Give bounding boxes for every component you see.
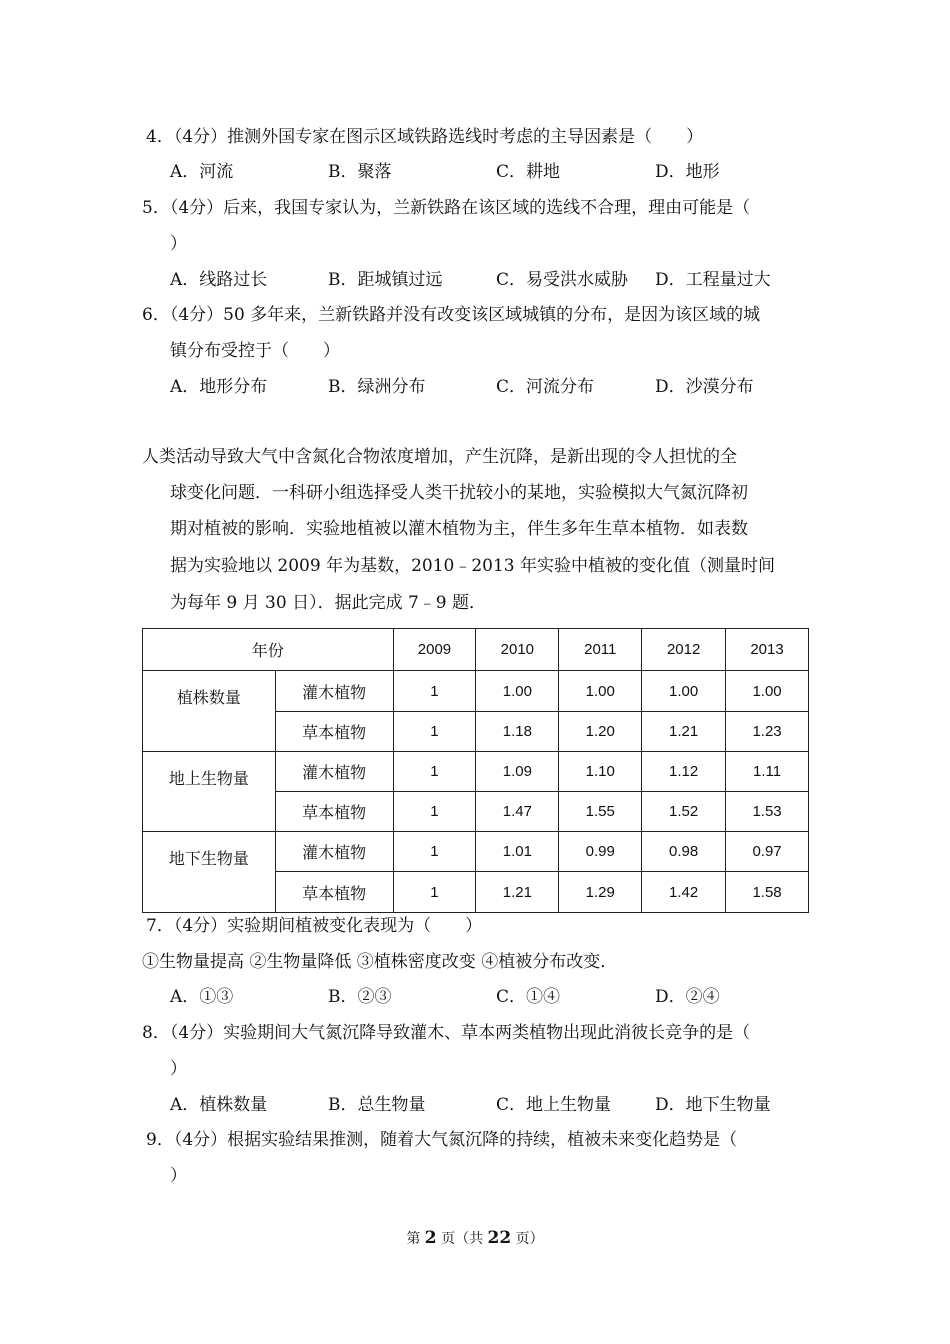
question-8-stem: 8．（4分）实验期间大气氮沉降导致灌木、草本两类植物出现此消彼长竞争的是（ xyxy=(142,1023,751,1043)
table-cell: 1 xyxy=(393,872,476,913)
table-cell: 1.42 xyxy=(642,872,726,913)
table-cell: 1.21 xyxy=(476,872,559,913)
question-5-option-c: C．易受洪水威胁 xyxy=(496,270,629,290)
question-7-items: ①生物量提高 ②生物量降低 ③植株密度改变 ④植被分布改变． xyxy=(142,952,618,972)
table-group-label: 植株数量 xyxy=(143,671,276,752)
page-footer xyxy=(0,1228,950,1248)
footer-total-pages: 22 xyxy=(487,1228,512,1248)
table-cell: 1.10 xyxy=(559,752,642,792)
table-cell: 1 xyxy=(393,671,476,712)
table-cell: 1.00 xyxy=(476,671,559,712)
question-5-option-b: B．距城镇过远 xyxy=(328,270,443,290)
question-6-stem-continued: 镇分布受控于（ ） xyxy=(170,341,340,361)
passage-line-5: 为每年 9 月 30 日）．据此完成 7﹣9 题． xyxy=(170,593,487,613)
question-8-option-d: D．地下生物量 xyxy=(655,1095,771,1115)
question-8-stem-continued: ） xyxy=(170,1059,187,1079)
question-9-stem: 9．（4分）根据实验结果推测，随着大气氮沉降的持续，植被未来变化趋势是（ xyxy=(146,1130,738,1150)
question-5-option-d: D．工程量过大 xyxy=(655,270,771,290)
question-8-option-c: C．地上生物量 xyxy=(496,1095,612,1115)
table-cell: 1.58 xyxy=(726,872,809,913)
table-header-year: 2011 xyxy=(559,629,642,671)
question-5-option-a: A．线路过长 xyxy=(170,270,268,290)
table-cell: 1 xyxy=(393,792,476,832)
question-4-option-d: D．地形 xyxy=(655,162,720,182)
table-row-type: 草本植物 xyxy=(275,872,393,913)
table-cell: 1.01 xyxy=(476,832,559,872)
table-row xyxy=(143,832,809,872)
question-7-option-d: D．②④ xyxy=(655,987,720,1007)
question-9-stem-continued: ） xyxy=(170,1166,187,1186)
question-7-option-a: A．①③ xyxy=(170,987,234,1007)
table-cell: 1.12 xyxy=(642,752,726,792)
question-5-stem: 5．（4分）后来，我国专家认为，兰新铁路在该区域的选线不合理，理由可能是（ xyxy=(142,198,751,218)
question-5-stem-continued: ） xyxy=(170,234,187,254)
table-header-year-label: 年份 xyxy=(143,629,394,671)
table-header-year: 2010 xyxy=(476,629,559,671)
table-cell: 1.47 xyxy=(476,792,559,832)
table-row-type: 灌木植物 xyxy=(275,671,393,712)
table-cell: 1.29 xyxy=(559,872,642,913)
table-cell: 0.98 xyxy=(642,832,726,872)
question-4-option-a: A．河流 xyxy=(170,162,234,182)
table-cell: 1.23 xyxy=(726,712,809,752)
table-cell: 1.20 xyxy=(559,712,642,752)
footer-page-number: 2 xyxy=(424,1228,437,1248)
table-cell: 1.53 xyxy=(726,792,809,832)
table-cell: 1.00 xyxy=(726,671,809,712)
table-row-type: 草本植物 xyxy=(275,792,393,832)
passage-line-4: 据为实验地以 2009 年为基数，2010﹣2013 年实验中植被的变化值（测量时间 xyxy=(170,556,776,576)
question-6-option-d: D．沙漠分布 xyxy=(655,377,754,397)
table-header-year: 2012 xyxy=(642,629,726,671)
table-cell: 1.00 xyxy=(642,671,726,712)
table-row-type: 草本植物 xyxy=(275,712,393,752)
passage-line-1: 人类活动导致大气中含氮化合物浓度增加，产生沉降，是新出现的令人担忧的全 xyxy=(142,447,737,467)
table-cell: 1 xyxy=(393,712,476,752)
table-cell: 0.97 xyxy=(726,832,809,872)
question-4-stem: 4．（4分）推测外国专家在图示区域铁路选线时考虑的主导因素是（ ） xyxy=(146,127,704,147)
question-6-option-a: A．地形分布 xyxy=(170,377,268,397)
question-6-option-c: C．河流分布 xyxy=(496,377,595,397)
table-header-row xyxy=(143,629,809,671)
question-8-option-a: A．植株数量 xyxy=(170,1095,268,1115)
question-6-stem: 6．（4分）50 多年来，兰新铁路并没有改变该区域城镇的分布，是因为该区域的城 xyxy=(142,305,761,325)
table-row-type: 灌木植物 xyxy=(275,752,393,792)
table-group-label: 地上生物量 xyxy=(143,752,276,832)
table-cell: 0.99 xyxy=(559,832,642,872)
table-cell: 1.18 xyxy=(476,712,559,752)
table-header-year: 2009 xyxy=(393,629,476,671)
footer-middle: 页（共 xyxy=(436,1231,488,1247)
table-cell: 1.52 xyxy=(642,792,726,832)
question-4-option-c: C．耕地 xyxy=(496,162,561,182)
table-cell: 1.09 xyxy=(476,752,559,792)
question-6-option-b: B．绿洲分布 xyxy=(328,377,426,397)
question-8-option-b: B．总生物量 xyxy=(328,1095,426,1115)
question-4-option-b: B．聚落 xyxy=(328,162,392,182)
table-cell: 1.11 xyxy=(726,752,809,792)
table-header-year: 2013 xyxy=(726,629,809,671)
footer-suffix: 页） xyxy=(511,1231,544,1247)
table-cell: 1.21 xyxy=(642,712,726,752)
question-7-stem: 7．（4分）实验期间植被变化表现为（ ） xyxy=(146,916,483,936)
passage-line-3: 期对植被的影响．实验地植被以灌木植物为主，伴生多年生草本植物．如表数 xyxy=(170,519,748,539)
table-row xyxy=(143,671,809,712)
passage-line-2: 球变化问题．一科研小组选择受人类干扰较小的某地，实验模拟大气氮沉降初 xyxy=(170,483,748,503)
table-row-type: 灌木植物 xyxy=(275,832,393,872)
question-7-option-b: B．②③ xyxy=(328,987,392,1007)
table-group-label: 地下生物量 xyxy=(143,832,276,913)
vegetation-change-table xyxy=(142,628,809,913)
footer-prefix: 第 xyxy=(406,1231,425,1247)
table-row xyxy=(143,752,809,792)
table-cell: 1 xyxy=(393,832,476,872)
table-cell: 1.55 xyxy=(559,792,642,832)
table-cell: 1 xyxy=(393,752,476,792)
table-cell: 1.00 xyxy=(559,671,642,712)
question-7-option-c: C．①④ xyxy=(496,987,561,1007)
